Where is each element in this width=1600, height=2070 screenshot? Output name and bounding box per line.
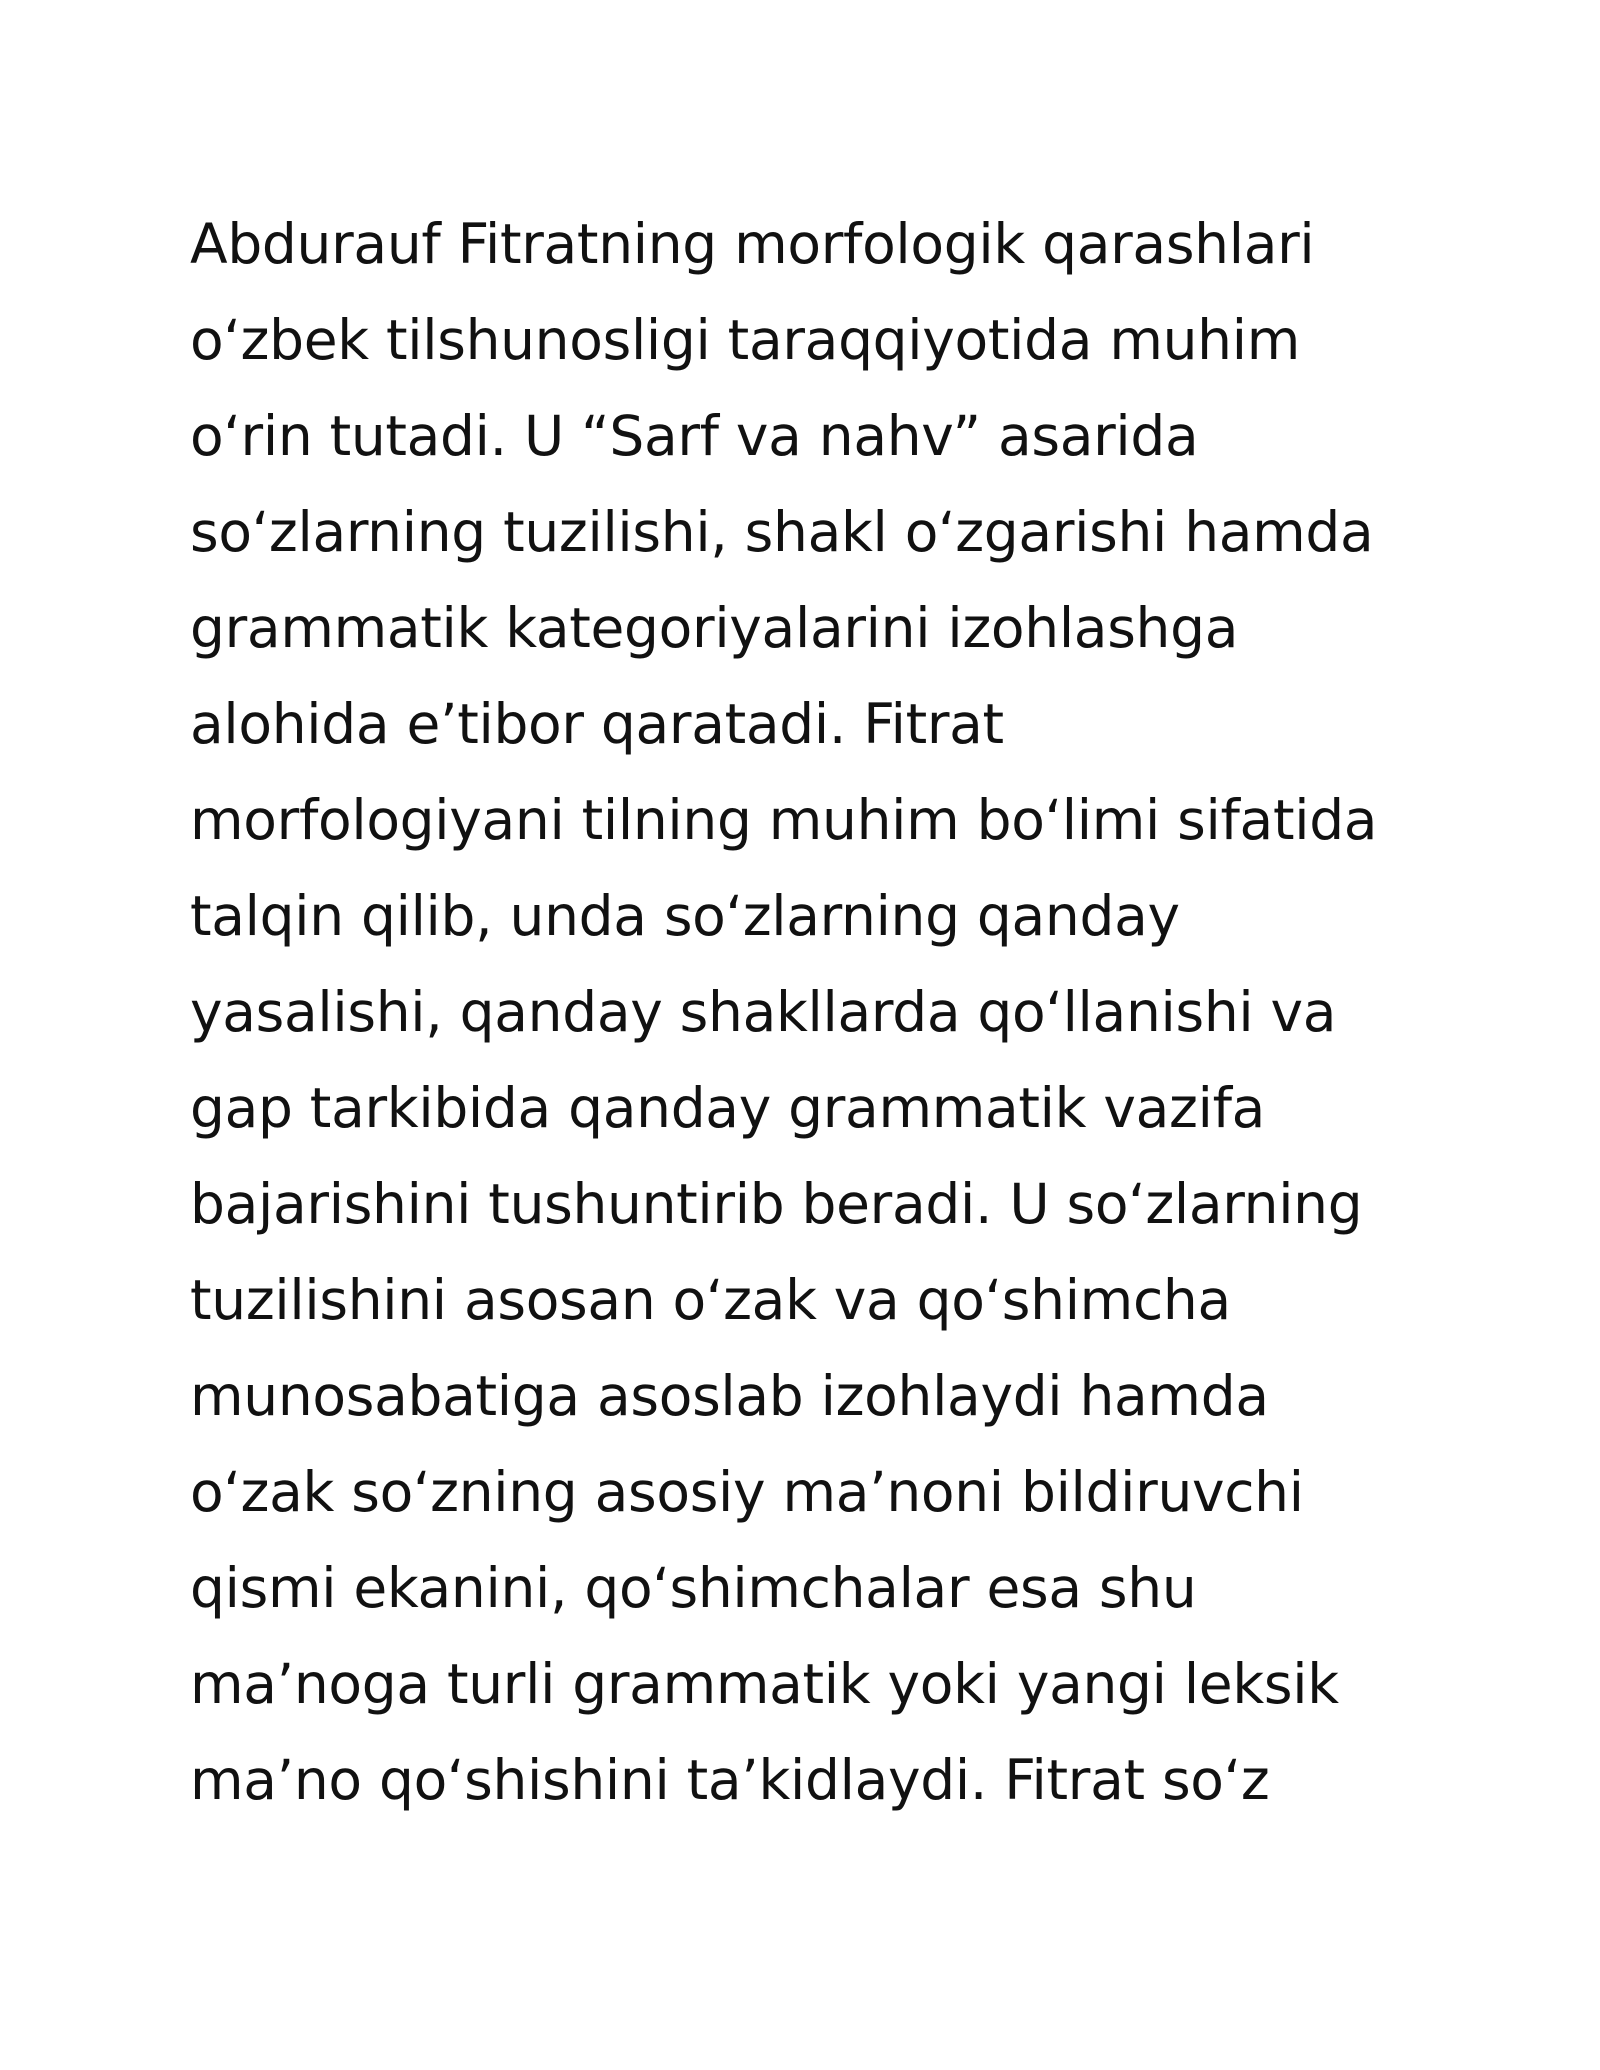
text-line: munosabatiga asoslab izohlaydi hamda — [190, 1364, 1269, 1428]
text-line: ma’noga turli grammatik yoki yangi leksik — [190, 1652, 1339, 1716]
text-line: morfologiyani tilning muhim bo‘limi sifatida — [190, 788, 1378, 852]
text-line: o‘rin tutadi. U “Sarf va nahv” asarida — [190, 404, 1199, 468]
text-line: qismi ekanini, qo‘shimchalar esa shu — [190, 1556, 1197, 1620]
text-line: bajarishini tushuntirib beradi. U so‘zlarning — [190, 1172, 1363, 1236]
text-line: so‘zlarning tuzilishi, shakl o‘zgarishi hamda — [190, 500, 1374, 564]
text-line: o‘zbek tilshunosligi taraqqiyotida muhim — [190, 308, 1300, 372]
text-line: o‘zak so‘zning asosiy ma’noni bildiruvchi — [190, 1460, 1304, 1524]
text-line: gap tarkibida qanday grammatik vazifa — [190, 1076, 1266, 1140]
text-line: tuzilishini asosan o‘zak va qo‘shimcha — [190, 1268, 1231, 1332]
text-line: ma’no qo‘shishini ta’kidlaydi. Fitrat so‘z — [190, 1748, 1270, 1812]
text-line: Abdurauf Fitratning morfologik qarashlari — [190, 212, 1315, 276]
text-line: yasalishi, qanday shakllarda qo‘llanishi va — [190, 980, 1337, 1044]
text-line: alohida e’tibor qaratadi. Fitrat — [190, 692, 1004, 756]
body-paragraph — [190, 196, 1490, 1828]
text-line: grammatik kategoriyalarini izohlashga — [190, 596, 1239, 660]
text-line: talqin qilib, unda so‘zlarning qanday — [190, 884, 1180, 948]
